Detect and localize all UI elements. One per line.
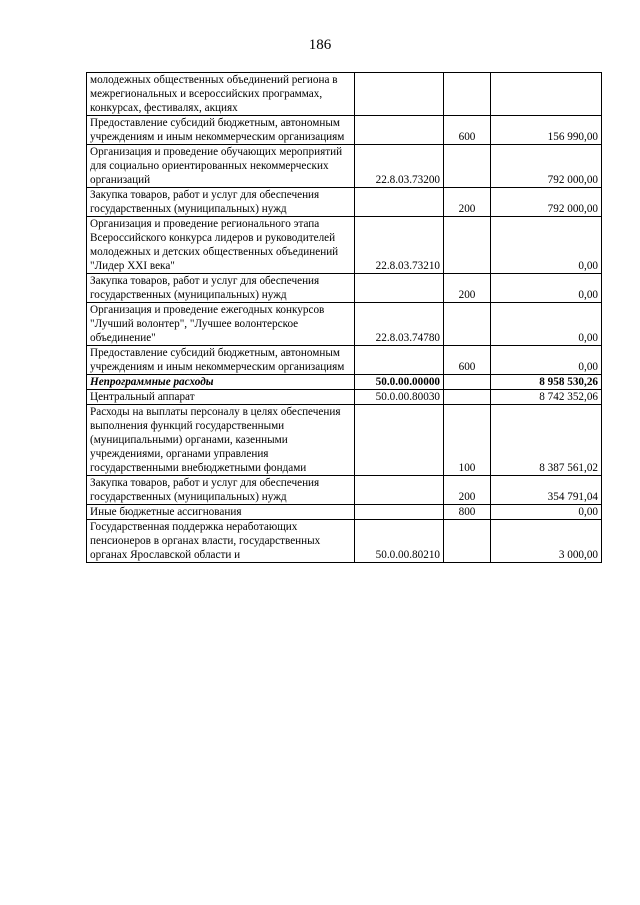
table-row	[87, 145, 602, 188]
amount-cell: 8 387 561,02	[491, 405, 602, 476]
amount-cell: 792 000,00	[491, 145, 602, 188]
expense-name-cell: Государственная поддержка неработающих пенсионеров в органах власти, государственных органах Ярославской области и	[87, 520, 355, 563]
target-article-code-cell	[355, 73, 444, 116]
target-article-code-cell	[355, 405, 444, 476]
table-row	[87, 116, 602, 145]
expense-name-cell: Иные бюджетные ассигнования	[87, 505, 355, 520]
expense-type-cell: 200	[444, 476, 491, 505]
expense-name-cell: молодежных общественных объединений региона в межрегиональных и всероссийских программах, конкурсах, фестивалях, акциях	[87, 73, 355, 116]
amount-cell: 354 791,04	[491, 476, 602, 505]
target-article-code-cell	[355, 505, 444, 520]
target-article-code-cell: 22.8.03.73200	[355, 145, 444, 188]
expense-type-cell	[444, 375, 491, 390]
expense-name-cell: Непрограммные расходы	[87, 375, 355, 390]
table-row	[87, 303, 602, 346]
expense-name-cell: Организация и проведение ежегодных конкурсов "Лучший волонтер", "Лучшее волонтерское объединение"	[87, 303, 355, 346]
expense-name-cell: Закупка товаров, работ и услуг для обеспечения государственных (муниципальных) нужд	[87, 188, 355, 217]
expense-name-cell: Центральный аппарат	[87, 390, 355, 405]
expense-name-cell: Закупка товаров, работ и услуг для обеспечения государственных (муниципальных) нужд	[87, 274, 355, 303]
table-row	[87, 405, 602, 476]
expense-type-cell: 600	[444, 116, 491, 145]
target-article-code-cell: 50.0.00.00000	[355, 375, 444, 390]
target-article-code-cell	[355, 476, 444, 505]
table-row	[87, 73, 602, 116]
expense-type-cell	[444, 520, 491, 563]
expense-type-cell: 100	[444, 405, 491, 476]
expense-type-cell: 200	[444, 274, 491, 303]
expense-name-cell: Расходы на выплаты персоналу в целях обеспечения выполнения функций государственными (муниципальными) органами, казенными учреждениями, органами управления государственными внебюджетными фондами	[87, 405, 355, 476]
target-article-code-cell: 22.8.03.74780	[355, 303, 444, 346]
target-article-code-cell: 50.0.00.80030	[355, 390, 444, 405]
page-number: 186	[308, 37, 332, 53]
table-row	[87, 188, 602, 217]
expense-type-cell: 200	[444, 188, 491, 217]
target-article-code-cell	[355, 188, 444, 217]
table-row	[87, 274, 602, 303]
expense-type-cell	[444, 217, 491, 274]
table-row	[87, 390, 602, 405]
budget-table-body	[87, 73, 602, 563]
expense-type-cell	[444, 145, 491, 188]
amount-cell: 3 000,00	[491, 520, 602, 563]
expense-name-cell: Организация и проведение обучающих мероприятий для социально ориентированных некоммерческих организаций	[87, 145, 355, 188]
amount-cell: 0,00	[491, 505, 602, 520]
expense-name-cell: Организация и проведение регионального этапа Всероссийского конкурса лидеров и руководителей молодежных и детских общественных объединений "Лидер XXI века"	[87, 217, 355, 274]
amount-cell: 8 958 530,26	[491, 375, 602, 390]
expense-name-cell: Предоставление субсидий бюджетным, автономным учреждениям и иным некоммерческим организациям	[87, 346, 355, 375]
expense-type-cell	[444, 303, 491, 346]
table-row	[87, 505, 602, 520]
amount-cell: 0,00	[491, 274, 602, 303]
expense-type-cell: 600	[444, 346, 491, 375]
expense-type-cell	[444, 73, 491, 116]
amount-cell	[491, 73, 602, 116]
table-row	[87, 476, 602, 505]
expense-name-cell: Закупка товаров, работ и услуг для обеспечения государственных (муниципальных) нужд	[87, 476, 355, 505]
target-article-code-cell: 22.8.03.73210	[355, 217, 444, 274]
amount-cell: 156 990,00	[491, 116, 602, 145]
table-row	[87, 217, 602, 274]
expense-type-cell: 800	[444, 505, 491, 520]
target-article-code-cell: 50.0.00.80210	[355, 520, 444, 563]
target-article-code-cell	[355, 274, 444, 303]
target-article-code-cell	[355, 346, 444, 375]
target-article-code-cell	[355, 116, 444, 145]
amount-cell: 792 000,00	[491, 188, 602, 217]
amount-cell: 8 742 352,06	[491, 390, 602, 405]
table-row	[87, 346, 602, 375]
table-row	[87, 520, 602, 563]
expense-name-cell: Предоставление субсидий бюджетным, автономным учреждениям и иным некоммерческим организациям	[87, 116, 355, 145]
amount-cell: 0,00	[491, 303, 602, 346]
table-row	[87, 375, 602, 390]
amount-cell: 0,00	[491, 217, 602, 274]
expense-type-cell	[444, 390, 491, 405]
amount-cell: 0,00	[491, 346, 602, 375]
budget-table	[86, 72, 602, 563]
